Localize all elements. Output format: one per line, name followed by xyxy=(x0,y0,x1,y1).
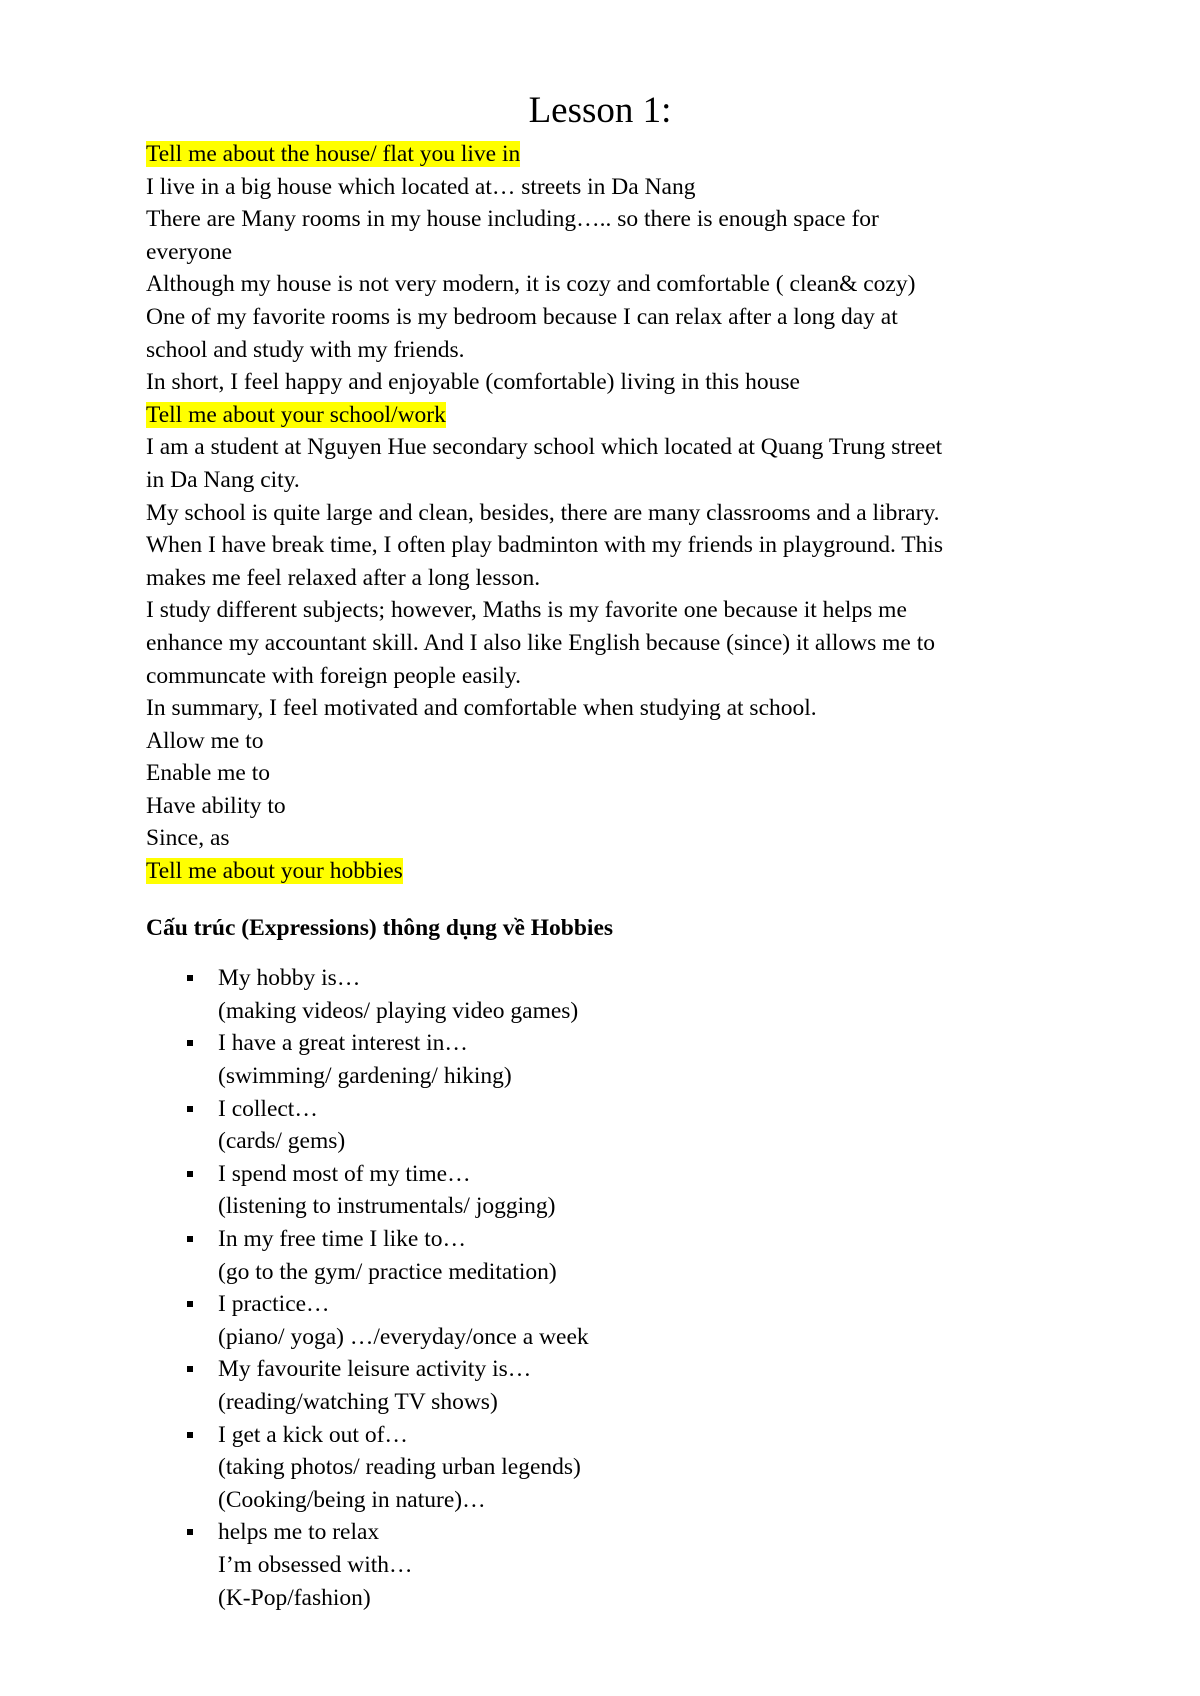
item-line: I spend most of my time… xyxy=(218,1160,471,1187)
paragraph-line: There are Many rooms in my house including….. so there is enough space for xyxy=(146,206,879,233)
paragraph-line: I live in a big house which located at… streets in Da Nang xyxy=(146,173,696,200)
list-item xyxy=(218,1516,1126,1614)
item-line: (reading/watching TV shows) xyxy=(218,1388,498,1415)
paragraph-line: Allow me to xyxy=(146,727,264,754)
item-line: (taking photos/ reading urban legends) xyxy=(218,1454,581,1481)
item-line: (K-Pop/fashion) xyxy=(218,1584,371,1611)
paragraph-line: Although my house is not very modern, it is cozy and comfortable ( clean& cozy) xyxy=(146,271,916,298)
hobbies-heading xyxy=(146,855,1126,888)
paragraph-line: enhance my accountant skill. And I also like English because (since) it allows me to xyxy=(146,629,935,656)
expressions-list xyxy=(146,962,1126,1614)
square-bullet-icon xyxy=(187,1040,193,1046)
paragraph-line: In short, I feel happy and enjoyable (comfortable) living in this house xyxy=(146,369,800,396)
square-bullet-icon xyxy=(187,1106,193,1112)
paragraph-line: I am a student at Nguyen Hue secondary school which located at Quang Trung street xyxy=(146,434,943,461)
paragraph-line: One of my favorite rooms is my bedroom because I can relax after a long day at xyxy=(146,303,898,330)
paragraph-line: makes me feel relaxed after a long lesson. xyxy=(146,564,541,591)
item-line: helps me to relax xyxy=(218,1519,380,1546)
item-line: (cards/ gems) xyxy=(218,1128,346,1155)
list-item xyxy=(218,1093,1126,1158)
item-line: (listening to instrumentals/ jogging) xyxy=(218,1193,556,1220)
list-item xyxy=(218,962,1126,1027)
item-line: (go to the gym/ practice meditation) xyxy=(218,1258,557,1285)
list-item xyxy=(218,1419,1126,1517)
item-line: I get a kick out of… xyxy=(218,1421,408,1448)
item-line: (piano/ yoga) …/everyday/once a week xyxy=(218,1323,589,1350)
item-line: (making videos/ playing video games) xyxy=(218,997,579,1024)
item-line: In my free time I like to… xyxy=(218,1226,466,1252)
highlight: Tell me about the house/ flat you live in xyxy=(146,141,521,167)
item-line: I’m obsessed with… xyxy=(218,1551,413,1578)
expressions-subheading: Cấu trúc (Expressions) thông dụng về Hobbies xyxy=(146,914,614,941)
list-item xyxy=(218,1027,1126,1092)
house-heading xyxy=(146,138,1126,171)
paragraph-line: in Da Nang city. xyxy=(146,466,300,493)
paragraph-line: When I have break time, I often play badminton with my friends in playground. This xyxy=(146,532,944,559)
square-bullet-icon xyxy=(187,1432,193,1438)
square-bullet-icon xyxy=(187,1529,193,1535)
list-item xyxy=(218,1158,1126,1223)
square-bullet-icon xyxy=(187,1366,193,1372)
square-bullet-icon xyxy=(187,975,193,981)
paragraph-line: Have ability to xyxy=(146,792,286,819)
hobbies-section xyxy=(146,855,1126,1614)
item-line: I have a great interest in… xyxy=(218,1030,468,1057)
paragraph-line: everyone xyxy=(146,238,233,265)
item-line: I collect… xyxy=(218,1095,318,1122)
paragraph-line: communcate with foreign people easily. xyxy=(146,662,522,689)
item-line: (swimming/ gardening/ hiking) xyxy=(218,1063,512,1090)
highlight: Tell me about your school/work xyxy=(146,401,446,428)
document-page xyxy=(146,84,1126,1614)
item-line: I practice… xyxy=(218,1291,330,1318)
list-item xyxy=(218,1353,1126,1418)
paragraph-line: Enable me to xyxy=(146,760,270,787)
paragraph-line: school and study with my friends. xyxy=(146,336,465,363)
paragraph-line: My school is quite large and clean, besides, there are many classrooms and a library. xyxy=(146,499,940,526)
list-item xyxy=(218,1223,1126,1288)
house-section xyxy=(146,138,1126,399)
school-section xyxy=(146,399,1126,855)
paragraph-line: I study different subjects; however, Maths is my favorite one because it helps me xyxy=(146,597,907,624)
highlight: Tell me about your hobbies xyxy=(146,858,403,885)
item-line: My hobby is… xyxy=(218,965,361,992)
item-line: (Cooking/being in nature)… xyxy=(218,1486,486,1513)
square-bullet-icon xyxy=(187,1236,193,1242)
lesson-title: Lesson 1: xyxy=(528,90,672,131)
paragraph-line: Since, as xyxy=(146,825,230,852)
paragraph-line: In summary, I feel motivated and comfortable when studying at school. xyxy=(146,695,817,722)
square-bullet-icon xyxy=(187,1171,193,1177)
item-line: My favourite leisure activity is… xyxy=(218,1356,532,1383)
square-bullet-icon xyxy=(187,1301,193,1307)
school-heading xyxy=(146,399,1126,432)
list-item xyxy=(218,1288,1126,1353)
